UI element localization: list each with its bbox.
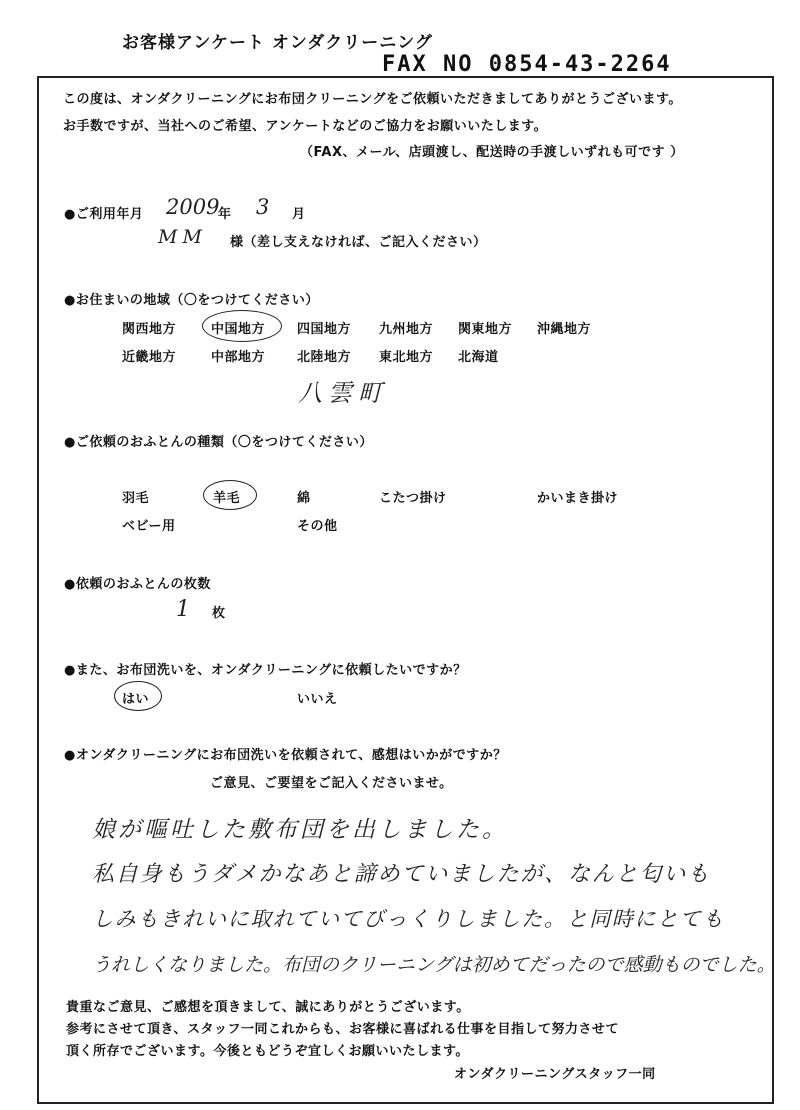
futon-type-question: ●ご依頼のおふとんの種類（〇をつけてください）	[64, 435, 373, 450]
region-option-chugoku[interactable]: 中国地方	[211, 322, 266, 337]
region-option-tohoku[interactable]: 東北地方	[379, 350, 434, 365]
region-option-shikoku[interactable]: 四国地方	[297, 322, 352, 337]
region-option-hokuriku[interactable]: 北陸地方	[297, 350, 352, 365]
futon-option-other[interactable]: その他	[297, 519, 338, 534]
region-option-kanto[interactable]: 関東地方	[458, 322, 513, 337]
customer-name-suffix: 様（差し支えなければ、ご記入ください）	[230, 235, 487, 250]
intro-line-2: お手数ですが、当社へのご希望、アンケートなどのご協力をお願いいたします。	[63, 119, 548, 134]
closing-line-2: 参考にさせて頂き、スタッフ一同これからも、お客様に喜ばれる仕事を目指して努力させて	[66, 1022, 619, 1037]
usage-date-label: ●ご利用年月	[64, 207, 144, 222]
region-option-chubu[interactable]: 中部地方	[211, 350, 266, 365]
futon-count-unit: 枚	[212, 606, 226, 621]
futon-count-value[interactable]: 1	[176, 597, 190, 622]
futon-option-cotton[interactable]: 綿	[297, 491, 311, 506]
closing-line-3: 頂く所存でございます。今後ともどうぞ宜しくお願いいたします。	[66, 1044, 469, 1059]
repeat-question: ●また、お布団洗いを、オンダクリーニングに依頼したいですか？	[64, 663, 467, 678]
futon-option-baby[interactable]: ベビー用	[122, 519, 176, 534]
repeat-option-no[interactable]: いいえ	[297, 692, 338, 707]
closing-line-1: 貴重なご意見、ご感想を頂きまして、誠にありがとうございます。	[66, 1000, 470, 1015]
futon-option-kotatsu[interactable]: こたつ掛け	[379, 491, 447, 506]
town-name[interactable]: 八雲町	[298, 379, 388, 407]
impression-line-1[interactable]: 娘が嘔吐した敷布団を出しました。	[92, 817, 508, 843]
region-option-okinawa[interactable]: 沖縄地方	[537, 322, 592, 337]
customer-name[interactable]: MM	[158, 226, 207, 248]
form-title: お客様アンケート オンダクリーニング	[122, 33, 433, 53]
futon-option-wool[interactable]: 羊毛	[213, 491, 241, 506]
region-option-kansai[interactable]: 関西地方	[122, 322, 177, 337]
region-question: ●お住まいの地域（〇をつけてください）	[64, 293, 319, 308]
region-option-kyushu[interactable]: 九州地方	[379, 322, 434, 337]
impression-line-2[interactable]: 私自身もうダメかなあと諦めていましたが、なんと匂いも	[92, 862, 711, 887]
intro-line-1: この度は、オンダクリーニングにお布団クリーニングをご依頼いただきましてありがとうございます。	[63, 92, 682, 107]
usage-year-unit: 年	[218, 207, 232, 222]
region-selected-circle	[202, 310, 282, 342]
impression-line-4[interactable]: うれしくなりました。布団のクリーニングは初めてだったので感動ものでした。	[92, 954, 776, 976]
region-option-kinki[interactable]: 近畿地方	[122, 350, 177, 365]
futon-option-down[interactable]: 羽毛	[122, 491, 150, 506]
intro-line-3: （FAX、メール、店頭渡し、配送時の手渡しいずれも可です ）	[300, 145, 684, 160]
usage-month-unit: 月	[292, 207, 306, 222]
futon-option-kaimaki[interactable]: かいまき掛け	[537, 491, 619, 506]
count-question: ●依頼のおふとんの枚数	[64, 577, 211, 592]
repeat-selected-circle	[114, 681, 162, 711]
region-option-hokkaido[interactable]: 北海道	[458, 350, 499, 365]
usage-month[interactable]: 3	[256, 195, 270, 219]
impression-line-3[interactable]: しみもきれいに取れていてびっくりしました。と同時にとても	[92, 907, 725, 931]
repeat-option-yes[interactable]: はい	[122, 692, 150, 707]
futon-selected-circle	[203, 480, 257, 510]
impression-prompt: ご意見、ご要望をご記入くださいませ。	[210, 776, 453, 791]
fax-number: FAX NO 0854-43-2264	[382, 52, 672, 77]
closing-signature: オンダクリーニングスタッフ一同	[454, 1067, 656, 1082]
impression-question: ●オンダクリーニングにお布団洗いを依頼されて、感想はいかがですか？	[64, 748, 507, 763]
usage-year[interactable]: 2009	[166, 195, 220, 219]
